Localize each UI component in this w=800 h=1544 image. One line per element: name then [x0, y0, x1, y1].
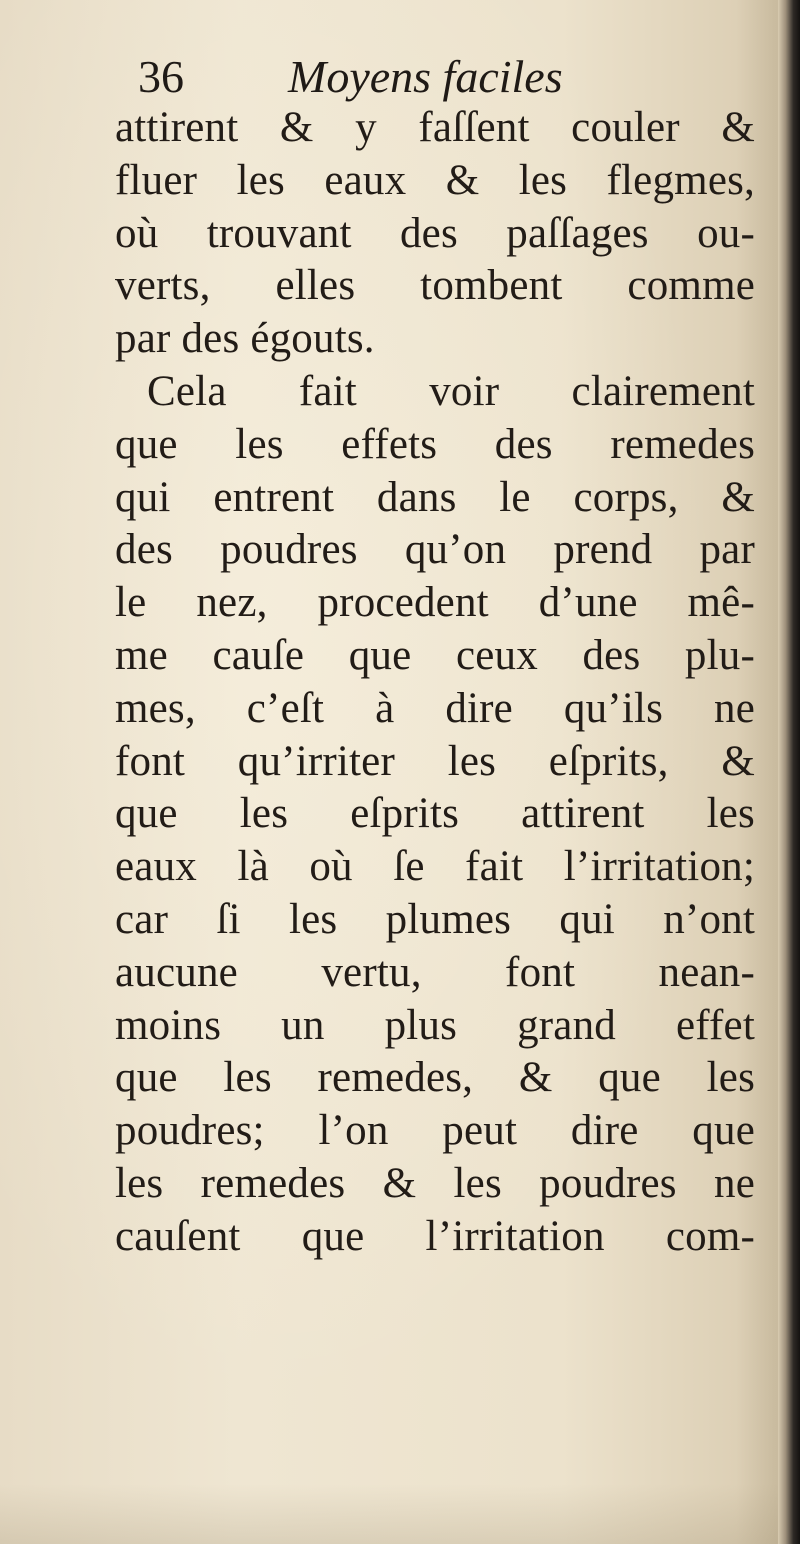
text-line: que les effets des remedes	[115, 420, 755, 468]
text-line: mes, c’eſt à dire qu’ils ne	[115, 684, 755, 732]
text-line: font qu’irriter les eſprits, &	[115, 737, 755, 785]
text-line: eaux là où ſe fait l’irritation;	[115, 843, 755, 891]
text-line: attirent & y faſſent couler &	[115, 104, 755, 151]
text-line: car ſi les plumes qui n’ont	[115, 895, 755, 943]
text-line: que les remedes, & que les	[115, 1054, 755, 1102]
text-line: me cauſe que ceux des plu-	[115, 631, 755, 679]
running-title: Moyens faciles	[288, 51, 563, 102]
text-line: que les eſprits attirent les	[115, 790, 755, 838]
text-line: Cela fait voir clairement	[147, 367, 755, 415]
text-line: le nez, procedent d’une mê-	[115, 579, 755, 627]
page-number: 36	[138, 51, 184, 102]
text-line: poudres; l’on peut dire que	[115, 1107, 755, 1155]
text-line: par des égouts.	[115, 315, 375, 363]
text-line: fluer les eaux & les flegmes,	[115, 156, 755, 204]
text-line: moins un plus grand effet	[115, 1001, 755, 1049]
text-line: qui entrent dans le corps, &	[115, 473, 755, 521]
book-spine-edge	[778, 0, 800, 1544]
text-line: verts, elles tombent comme	[115, 262, 755, 310]
text-line: aucune vertu, font nean-	[115, 948, 755, 996]
page-header	[138, 46, 748, 108]
text-line: cauſent que l’irritation com-	[115, 1212, 755, 1260]
page-bottom-shade	[0, 1484, 800, 1544]
text-line: les remedes & les poudres ne	[115, 1159, 755, 1207]
text-line: où trouvant des paſſages ou-	[115, 209, 755, 257]
body-text	[115, 102, 755, 1264]
text-line: des poudres qu’on prend par	[115, 526, 755, 574]
